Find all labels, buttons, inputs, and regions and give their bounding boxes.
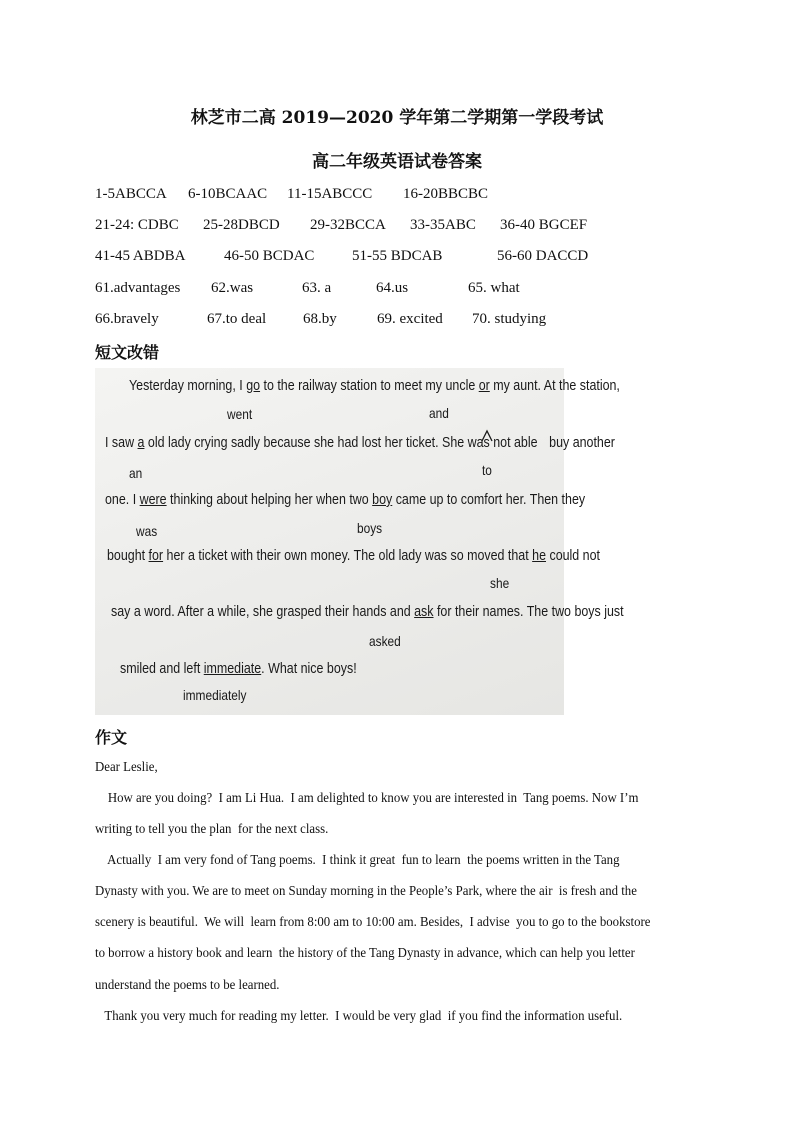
correction-word: boys bbox=[357, 520, 383, 536]
page-subtitle: 高二年级英语试卷答案 bbox=[312, 152, 482, 172]
letter-line: understand the poems to be learned. bbox=[95, 977, 280, 992]
correction-word: was bbox=[136, 523, 158, 539]
answer-item: 67.to deal bbox=[207, 311, 267, 327]
error-word: ask bbox=[414, 603, 434, 620]
correction-word: immediately bbox=[183, 687, 247, 703]
correction-word: an bbox=[129, 465, 143, 481]
answer-group: 29-32BCCA bbox=[310, 217, 386, 233]
passage-line: bought for her a ticket with their own money. The old lady was so moved that he could not bbox=[107, 547, 600, 564]
letter-greeting: Dear Leslie, bbox=[95, 759, 158, 774]
answer-group: 46-50 BCDAC bbox=[224, 248, 315, 264]
error-word: for bbox=[148, 547, 164, 564]
answer-group: 41-45 ABDBA bbox=[95, 248, 186, 264]
correction-photo bbox=[95, 368, 624, 715]
answer-item: 70. studying bbox=[472, 311, 547, 327]
passage-line: smiled and left immediate. What nice boys! bbox=[120, 660, 357, 677]
answer-group: 56-60 DACCD bbox=[497, 248, 589, 264]
answer-group: 6-10BCAAC bbox=[188, 186, 268, 202]
section-heading-essay: 作文 bbox=[95, 728, 128, 747]
letter-line: writing to tell you the plan for the next class. bbox=[95, 821, 329, 836]
answer-group: 33-35ABC bbox=[410, 217, 476, 233]
letter-line: Dynasty with you. We are to meet on Sunday morning in the People’s Park, where the air is fresh and the bbox=[95, 883, 637, 898]
section-heading-correction: 短文改错 bbox=[95, 343, 160, 362]
correction-word: she bbox=[490, 575, 510, 591]
answer-item: 62.was bbox=[211, 280, 254, 296]
answer-item: 69. excited bbox=[377, 311, 443, 327]
correction-word: to bbox=[482, 462, 492, 478]
error-word: a bbox=[137, 434, 145, 451]
letter-line: scenery is beautiful. We will learn from 8:00 am to 10:00 am. Besides, I advise you to go to the bookstore bbox=[95, 914, 651, 929]
error-word: he bbox=[532, 547, 547, 564]
answer-group: 25-28DBCD bbox=[203, 217, 280, 233]
answer-item: 64.us bbox=[376, 280, 409, 296]
error-word: or bbox=[478, 377, 490, 394]
answer-group: 1-5ABCCA bbox=[95, 186, 167, 202]
error-word: go bbox=[246, 377, 261, 394]
answer-group: 21-24: CDBC bbox=[95, 217, 179, 233]
answer-item: 61.advantages bbox=[95, 280, 181, 296]
correction-word: asked bbox=[369, 633, 401, 649]
answer-item: 65. what bbox=[468, 280, 520, 296]
answer-item: 68.by bbox=[303, 311, 337, 327]
error-word: were bbox=[139, 491, 167, 508]
passage-line: Yesterday morning, I go to the railway station to meet my uncle or my aunt. At the station, bbox=[129, 377, 620, 394]
passage-line: one. I were thinking about helping her when two boy came up to comfort her. Then they bbox=[105, 491, 586, 508]
letter-line: Thank you very much for reading my letter. I would be very glad if you find the information useful. bbox=[95, 1008, 623, 1023]
insert-caret-icon bbox=[481, 430, 493, 442]
page-title: 林芝市二高 2019—2020 学年第二学期第一学段考试 bbox=[190, 108, 604, 128]
answer-item: 66.bravely bbox=[95, 311, 159, 327]
passage-line: I saw a old lady crying sadly because she had lost her ticket. She was not able buy another bbox=[105, 434, 615, 451]
answer-group: 51-55 BDCAB bbox=[352, 248, 443, 264]
letter-line: How are you doing? I am Li Hua. I am delighted to know you are interested in Tang poems. Now I’m bbox=[95, 790, 639, 805]
answer-group: 36-40 BGCEF bbox=[500, 217, 588, 233]
error-word: boy bbox=[372, 491, 393, 508]
letter-line: to borrow a history book and learn the history of the Tang Dynasty in advance, which can help you letter bbox=[95, 945, 635, 960]
letter-line: Actually I am very fond of Tang poems. I think it great fun to learn the poems written in the Tang bbox=[95, 852, 620, 867]
passage-line: say a word. After a while, she grasped their hands and ask for their names. The two boys just bbox=[111, 603, 624, 620]
correction-word: and bbox=[429, 405, 449, 421]
correction-word: went bbox=[227, 406, 253, 422]
answer-group: 16-20BBCBC bbox=[403, 186, 489, 202]
error-word: immediate bbox=[203, 660, 262, 677]
answer-item: 63. a bbox=[302, 280, 332, 296]
answer-group: 11-15ABCCC bbox=[287, 186, 373, 202]
